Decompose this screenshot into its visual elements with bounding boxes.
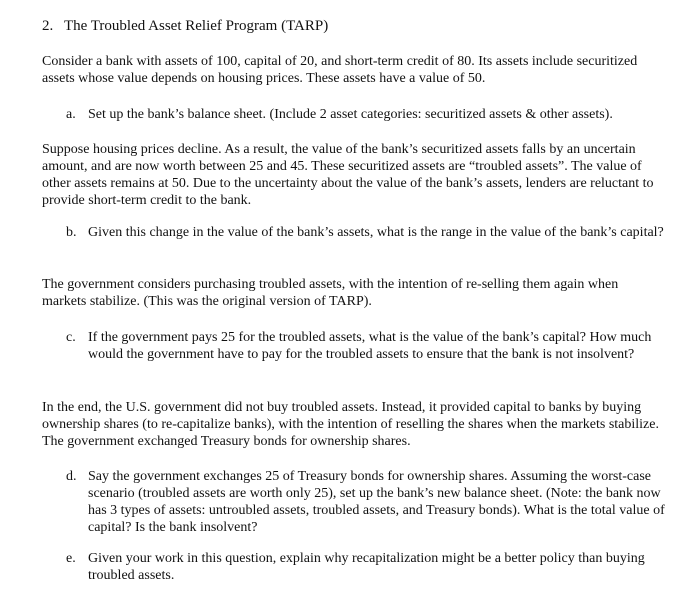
subquestion-d bbox=[66, 468, 678, 536]
question-title: The Troubled Asset Relief Program (TARP) bbox=[64, 18, 329, 34]
subquestion-label: e. bbox=[66, 551, 76, 566]
subquestion-a bbox=[66, 106, 678, 123]
intro-paragraph: Consider a bank with assets of 100, capital of 20, and short-term credit of 80. Its assets include securitized assets whose value depends on housing prices. These assets have a value of 50. bbox=[42, 54, 638, 86]
subquestion-label: b. bbox=[66, 225, 77, 240]
question-heading bbox=[42, 18, 328, 35]
subquestion-e bbox=[66, 550, 678, 584]
subquestion-text: Given your work in this question, explain why recapitalization might be a better policy than buying troubled assets. bbox=[88, 551, 645, 583]
subquestion-text: Say the government exchanges 25 of Treasury bonds for ownership shares. Assuming the worst-case scenario (troubled assets are worth only 25), set up the bank’s new balance sheet. (Note: the bank now has 3 types of assets: untroubled assets, troubled assets, and Treasury bonds). What is the total value of capital? Is the bank insolvent? bbox=[88, 469, 665, 535]
government-paragraph: The government considers purchasing troubled assets, with the intention of re-selling them again when markets stabilize. (This was the original version of TARP). bbox=[42, 277, 619, 309]
subquestion-text: Set up the bank’s balance sheet. (Include 2 asset categories: securitized assets & other assets). bbox=[88, 107, 613, 122]
subquestion-text: If the government pays 25 for the troubled assets, what is the value of the bank’s capital? How much would the government have to pay for the troubled assets to ensure that the bank is not insolvent? bbox=[88, 330, 652, 362]
subquestion-label: a. bbox=[66, 107, 76, 122]
subquestion-text: Given this change in the value of the bank’s assets, what is the range in the value of the bank’s capital? bbox=[88, 225, 664, 240]
subquestion-label: c. bbox=[66, 330, 76, 345]
subquestion-label: d. bbox=[66, 469, 77, 484]
question-number: 2. bbox=[42, 18, 54, 34]
decline-paragraph: Suppose housing prices decline. As a result, the value of the bank’s securitized assets falls by an uncertain amount, and are now worth between 25 and 45. These securitized assets are “troubled assets”. The value of other assets remains at 50. Due to the uncertainty about the value of the bank’s assets, lenders are reluctant to provide short-term credit to the bank. bbox=[42, 142, 654, 208]
recap-paragraph: In the end, the U.S. government did not buy troubled assets. Instead, it provided capital to banks by buying ownership shares (to re-capitalize banks), with the intention of reselling the shares when the markets stabilize. The government exchanged Treasury bonds for ownership shares. bbox=[42, 400, 659, 449]
subquestion-c bbox=[66, 329, 678, 363]
subquestion-b bbox=[66, 224, 678, 241]
